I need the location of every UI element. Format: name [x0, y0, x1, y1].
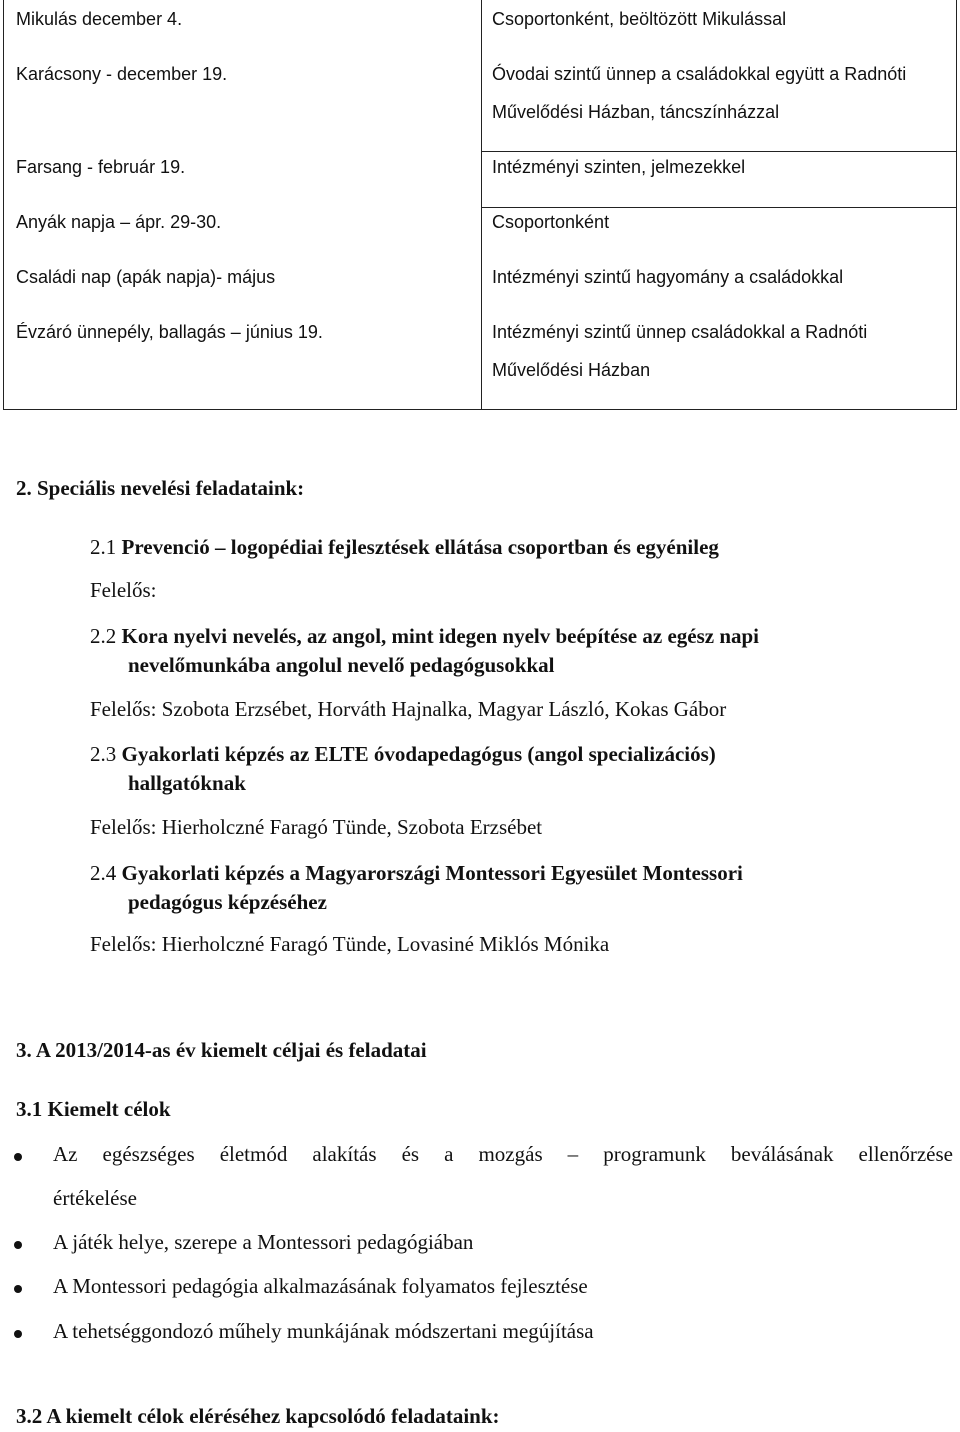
subsection-title: A kiemelt célok eléréséhez kapcsolódó feladataink:	[46, 1404, 500, 1428]
item-2-3-title	[90, 740, 716, 798]
subsection-number: 3.1	[16, 1097, 43, 1121]
item-title-continued: nevelőmunkába angolul nevelő pedagógusokkal	[128, 653, 555, 677]
item-2-4-title	[90, 859, 743, 917]
list-item	[0, 1319, 960, 1347]
item-2-1-title	[90, 533, 719, 562]
goal-text: Az egészséges életmód alakítás és a mozgás – programunk beválásának ellenőrzése	[53, 1142, 953, 1166]
list-item	[0, 1274, 960, 1302]
event-name: Családi nap (apák napja)- május	[16, 267, 276, 287]
event-name: Karácsony - december 19.	[16, 64, 228, 84]
list-item	[0, 1142, 960, 1212]
events-table	[3, 0, 957, 410]
goal-text: A tehetséggondozó műhely munkájának módszertani megújítása	[53, 1319, 594, 1343]
item-2-1-responsible: Felelős:	[90, 578, 157, 602]
table-column-divider	[481, 0, 482, 409]
bullet-icon	[14, 1330, 22, 1338]
event-description: Csoportonként, beöltözött Mikulással	[492, 9, 787, 29]
goal-text: A játék helye, szerepe a Montessori pedagógiában	[53, 1230, 474, 1254]
item-title-continued: hallgatóknak	[128, 771, 246, 795]
section-3-2-heading	[16, 1404, 500, 1429]
event-description-continued: Művelődési Házban	[492, 360, 651, 380]
item-number: 2.1	[90, 535, 117, 559]
section-3-heading: 3. A 2013/2014-as év kiemelt céljai és feladatai	[16, 1038, 427, 1062]
bullet-icon	[14, 1153, 22, 1161]
goal-text: A Montessori pedagógia alkalmazásának folyamatos fejlesztése	[53, 1274, 588, 1298]
item-2-2-responsible: Felelős: Szobota Erzsébet, Horváth Hajnalka, Magyar László, Kokas Gábor	[90, 697, 727, 721]
event-name: Mikulás december 4.	[16, 9, 183, 29]
event-description: Intézményi szintű ünnep családokkal a Radnóti	[492, 322, 868, 342]
list-item	[0, 1230, 960, 1258]
subsection-number: 3.2	[16, 1404, 43, 1428]
item-number: 2.3	[90, 742, 117, 766]
event-name: Évzáró ünnepély, ballagás – június 19.	[16, 322, 323, 342]
event-description: Intézményi szintű hagyomány a családokkal	[492, 267, 844, 287]
subsection-title: Kiemelt célok	[47, 1097, 171, 1121]
event-description: Óvodai szintű ünnep a családokkal együtt a Radnóti	[492, 64, 907, 84]
item-number: 2.2	[90, 624, 117, 648]
item-title-continued: pedagógus képzéséhez	[128, 890, 327, 914]
bullet-icon	[14, 1285, 22, 1293]
section-3-1-heading	[16, 1097, 171, 1122]
item-number: 2.4	[90, 861, 117, 885]
item-title: Gyakorlati képzés az ELTE óvodapedagógus (angol specializációs)	[121, 742, 716, 766]
event-description-continued: Művelődési Házban, táncszínházzal	[492, 102, 780, 122]
item-title: Prevenció – logopédiai fejlesztések ellátása csoportban és egyénileg	[121, 535, 719, 559]
bullet-icon	[14, 1241, 22, 1249]
item-title: Gyakorlati képzés a Magyarországi Montessori Egyesület Montessori	[121, 861, 743, 885]
item-title: Kora nyelvi nevelés, az angol, mint idegen nyelv beépítése az egész napi	[121, 624, 760, 648]
event-name: Anyák napja – ápr. 29-30.	[16, 212, 222, 232]
event-description: Intézményi szinten, jelmezekkel	[492, 157, 746, 177]
event-description: Csoportonként	[492, 212, 610, 232]
item-2-3-responsible: Felelős: Hierholczné Faragó Tünde, Szobota Erzsébet	[90, 815, 543, 839]
item-2-2-title	[90, 622, 759, 680]
event-name: Farsang - február 19.	[16, 157, 186, 177]
section-2-heading: 2. Speciális nevelési feladataink:	[16, 476, 305, 500]
goal-text-continued: értékelése	[53, 1186, 137, 1210]
item-2-4-responsible: Felelős: Hierholczné Faragó Tünde, Lovasiné Miklós Mónika	[90, 932, 610, 956]
